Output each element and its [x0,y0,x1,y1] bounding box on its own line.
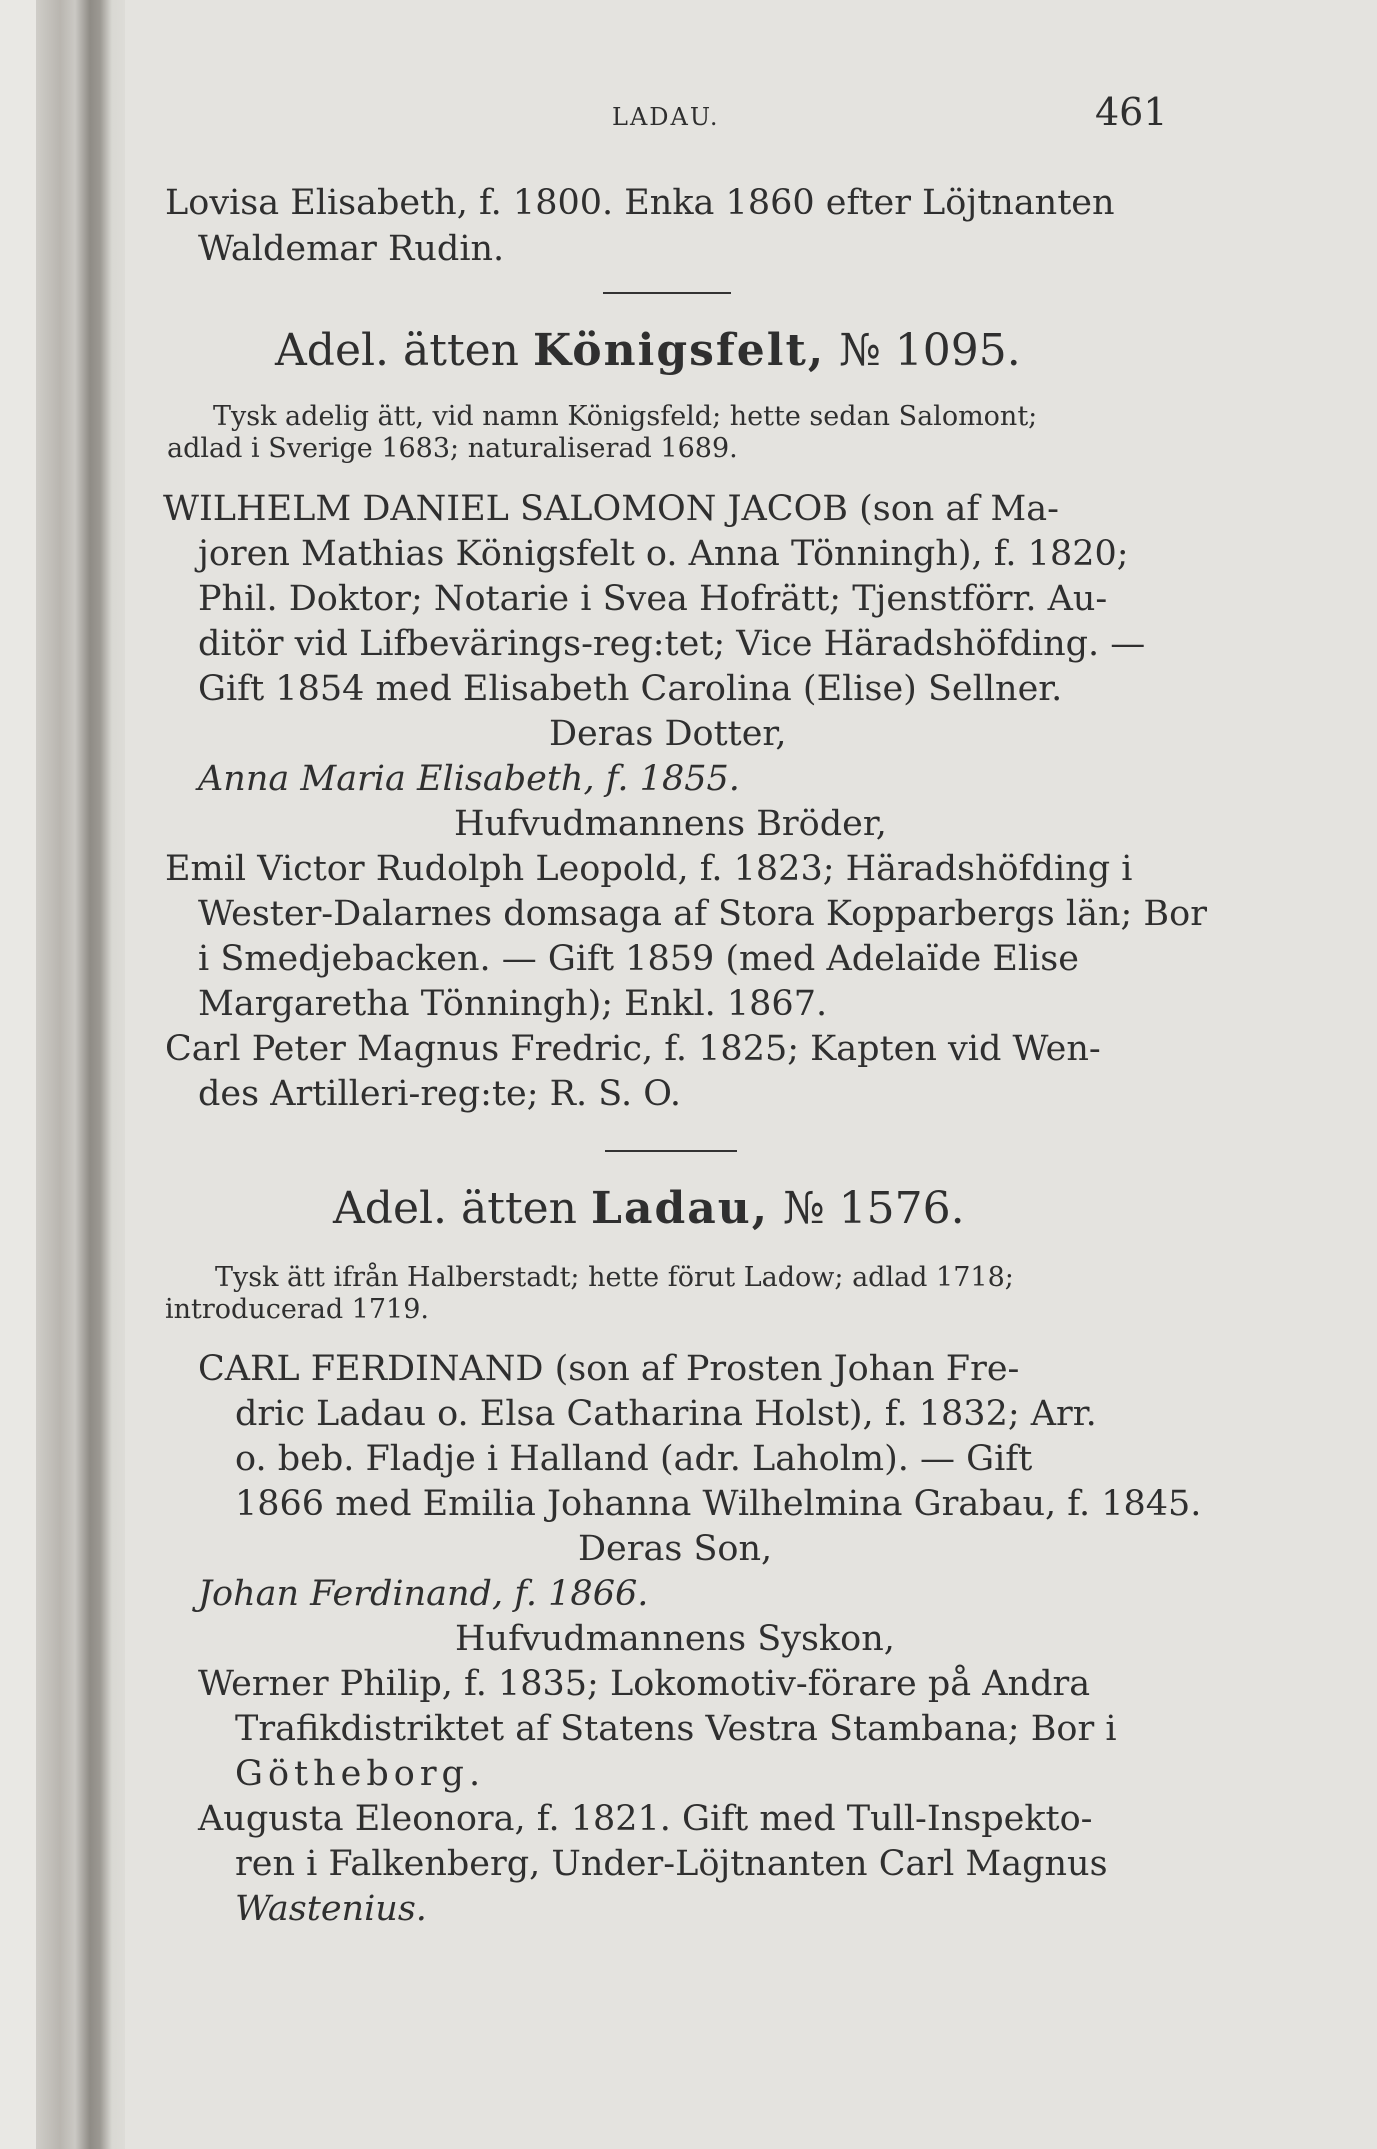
konigsfelt-description-line-1: Tysk adelig ätt, vid namn Königsfeld; hette sedan Salomont; [213,401,1038,432]
family-name: Ladau, [591,1183,770,1234]
konigsfelt-description-line-2: adlad i Sverige 1683; naturaliserad 1689. [167,433,738,464]
konigsfelt-entry-line-13: Carl Peter Magnus Fredric, f. 1825; Kapten vid Wen- [165,1029,1101,1069]
register-number: № 1576. [783,1183,965,1234]
ladau-entry-line-6: Johan Ferdinand, f. 1866. [198,1574,649,1614]
konigsfelt-entry-line-3: Phil. Doktor; Notarie i Svea Hofrätt; Tjenstförr. Au- [198,579,1108,619]
ladau-entry-line-7: Hufvudmannens Syskon, [455,1619,895,1659]
ladau-entry-line-9: Trafikdistriktet af Statens Vestra Stambana; Bor i [235,1709,1117,1749]
konigsfelt-entry-line-2: joren Mathias Königsfelt o. Anna Tönningh), f. 1820; [198,534,1129,574]
konigsfelt-entry-line-8: Hufvudmannens Bröder, [454,804,887,844]
ladau-description-line-2: introducerad 1719. [165,1294,429,1325]
ladau-entry-line-5: Deras Son, [578,1529,773,1569]
ladau-entry-line-10: Götheborg. [235,1754,486,1794]
intro-line-1 [165,184,1115,223]
konigsfelt-entry-line-1: WILHELM DANIEL SALOMON JACOB (son af Ma- [163,489,1059,529]
konigsfelt-entry-line-4: ditör vid Lifbevärings-reg:tet; Vice Häradshöfding. — [198,624,1146,664]
konigsfelt-entry-line-5: Gift 1854 med Elisabeth Carolina (Elise) Sellner. [198,669,1063,709]
ladau-entry-line-12: ren i Falkenberg, Under-Löjtnanten Carl Magnus [235,1844,1108,1884]
konigsfelt-entry-line-7: Anna Maria Elisabeth, f. 1855. [198,759,740,799]
ladau-entry-line-2: dric Ladau o. Elsa Catharina Holst), f. 1832; Arr. [235,1394,1097,1434]
heading-prefix: Adel. ätten [275,325,519,376]
konigsfelt-entry-line-14: des Artilleri-reg:te; R. S. O. [198,1074,682,1114]
ladau-heading [333,1185,965,1233]
konigsfelt-entry-line-11: i Smedjebacken. — Gift 1859 (med Adelaïde Elise [198,939,1079,979]
ladau-entry-line-13: Wastenius. [235,1889,427,1929]
ladau-entry-line-11: Augusta Eleonora, f. 1821. Gift med Tull-Inspekto- [198,1799,1093,1839]
konigsfelt-entry-line-6: Deras Dotter, [549,714,787,754]
konigsfelt-heading [275,327,1021,375]
section-divider-rule [603,292,731,294]
konigsfelt-entry-line-12: Margaretha Tönningh); Enkl. 1867. [198,984,828,1024]
heading-prefix: Adel. ätten [333,1183,577,1234]
page-number: 461 [1095,90,1168,134]
register-number: № 1095. [839,325,1021,376]
running-head: LADAU. [612,103,720,131]
section-divider-rule [605,1150,737,1152]
ladau-entry-line-3: o. beb. Fladje i Halland (adr. Laholm). — Gift [235,1439,1033,1479]
ladau-entry-line-4: 1866 med Emilia Johanna Wilhelmina Grabau, f. 1845. [235,1484,1202,1524]
intro-line-text: Waldemar Rudin. [198,229,505,269]
konigsfelt-entry-line-10: Wester-Dalarnes domsaga af Stora Kopparbergs län; Bor [198,894,1207,934]
ladau-entry-line-1: CARL FERDINAND (son af Prosten Johan Fre- [198,1349,1020,1389]
intro-line-text: Lovisa Elisabeth, f. 1800. Enka 1860 efter Löjtnanten [165,183,1115,223]
ladau-entry-line-8: Werner Philip, f. 1835; Lokomotiv-förare på Andra [198,1664,1091,1704]
family-name: Königsfelt, [533,325,826,376]
konigsfelt-entry-line-9: Emil Victor Rudolph Leopold, f. 1823; Häradshöfding i [165,849,1133,889]
ladau-description-line-1: Tysk ätt ifrån Halberstadt; hette förut Ladow; adlad 1718; [215,1262,1014,1293]
intro-line-2 [198,230,504,269]
